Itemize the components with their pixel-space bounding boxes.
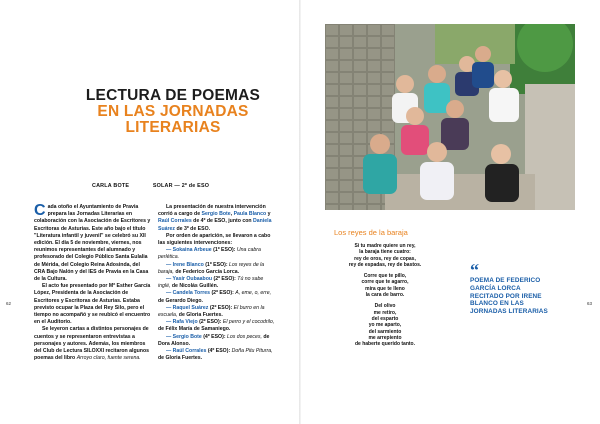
interventions-list [158, 247, 276, 362]
intervention-item [158, 305, 276, 319]
intervention-item [158, 247, 276, 261]
intervention-author: de Félix María de Samaniego. [158, 326, 231, 333]
intervention-work: Los dos peces, [227, 333, 262, 340]
group-photo-illustration [325, 24, 575, 210]
poem-line: la baraja tiene cuatro: [359, 249, 411, 256]
page-number-left: 62 [6, 301, 12, 306]
intervention-item [158, 276, 276, 290]
intervention-name: — Yasír Oubaabou [166, 276, 213, 283]
intervention-work: Doña Pitu Piturra, [231, 348, 273, 355]
intervention-work: El perro y el cocodrilo, [222, 319, 275, 326]
paragraph-2: El acto fue presentado por Mª Esther García López, Presidenta de la Asociación de Escritores y Escritoras de Asturias. Estaba previsto ocupar la Plaza del Rey Silo, pero el tiempo no acompañó y se reubicó el encuentro en el Auditorio. [34, 283, 151, 326]
intervention-author: de Gloria Fuertes. [177, 312, 223, 319]
poem-title: Los reyes de la baraja [334, 228, 408, 237]
intervention-grade: (2º ESO): [208, 304, 234, 311]
drop-cap: C [34, 202, 46, 219]
intervention-name: — Raquel Suárez [166, 304, 209, 311]
intervention-grade: (2º ESO): [212, 276, 238, 283]
poem-line: Del olivo [374, 303, 396, 310]
poem-line: del sarmiento [368, 328, 402, 335]
byline-grade: SOLAR — 2º de ESO [152, 183, 210, 189]
title-line-1: LECTURA DE POEMAS [85, 87, 261, 104]
poem-line: la cara de barro. [365, 292, 405, 299]
group-photo [325, 24, 575, 210]
quote-mark: “ [470, 260, 479, 280]
title-line-2: EN LAS JORNADAS LITERARIAS [97, 103, 249, 136]
name-raul: Raúl Corrales [158, 218, 192, 225]
intervention-work: Una cabra perlética. [158, 247, 261, 261]
paragraph-3: Se leyeron cartas a distintos personajes de cuentos y se representaron entrevistas a personajes y autores. Además, los miembros del Club de Lectura SILOXXI recitaron algunos poemas del libro Arroyo claro, fuente serena. [34, 326, 150, 362]
intervention-item [158, 319, 276, 333]
intervention-grade: (1º ESO): [203, 261, 230, 268]
poem-line: rey de oros, rey de copas, [354, 255, 416, 262]
photo-caption: POEMA DE FEDERICO GARCÍA LORCA RECITADO POR IRENE BLANCO EN LAS JORNADAS LITERARIAS [470, 277, 548, 316]
intervention-grade: (4º ESO): [206, 348, 232, 355]
byline-author: CARLA BOTE [92, 183, 130, 189]
text-column-1 [34, 204, 152, 362]
poem-line: rey de espadas, rey de bastos. [348, 261, 422, 268]
intervention-work: Los reyes de la baraja, [158, 261, 265, 275]
intervention-work: A, eme, o, erre, [235, 290, 272, 297]
intervention-author: de Gerardo Diego. [158, 297, 203, 304]
name-daniela: Daniela Suárez [158, 218, 272, 232]
poem-line: mira que te lleno [365, 285, 405, 292]
name-sergio: Sergio Bote [201, 211, 231, 218]
intervention-author: de Gloria Fuertes. [158, 355, 203, 362]
poem-line: Si tu madre quiere un rey, [354, 243, 416, 249]
poem-line: me retiro, [373, 309, 397, 316]
intervention-grade: (2º ESO): [197, 319, 223, 326]
poem-stanza [334, 303, 436, 347]
intervention-grade: (2º ESO): [210, 290, 236, 297]
intervention-item [158, 334, 276, 348]
intervention-item [158, 262, 276, 276]
intervention-work: Tú no sabe inglé, [158, 276, 264, 290]
intervention-work: El burro en la escuela, [158, 304, 265, 319]
article-title [68, 88, 278, 136]
poem-line: yo me aparto, [368, 322, 402, 329]
intervention-name: — Candela Torres [166, 290, 211, 297]
intervention-item [158, 348, 276, 362]
page-spine [299, 0, 301, 424]
intervention-item [158, 290, 276, 304]
text-column-2 [158, 204, 276, 362]
paragraph-1: ada otoño el Ayuntamiento de Pravia prepara las Jornadas Literarias en colaboración con la Asociación de Escritores y Escritoras de Asturias. Este año bajo el título "Literatura infantil y juvenil" se celebró su XII edición. El día 5 de noviembre, viernes, nos reunimos representantes del alumnado y profesorado del Colegio Público Santa Eulalia de Mérida, del Colegio Reina Adosinda, del CRA Bajo Nalón y del IES de Pravia en la Casa de la Cultura. [34, 204, 151, 283]
poem-line: me arrepiento [368, 334, 402, 341]
poem-line: Corre que te pillo, [363, 273, 407, 280]
poem-line: de haberte querido tanto. [354, 341, 415, 348]
name-paula: Paula Blanco [233, 211, 267, 218]
book-title: Arroyo claro, fuente serena. [76, 355, 141, 362]
poem-stanza [334, 273, 436, 298]
intervention-name: — Sokaina Arbeue [166, 247, 212, 254]
intervention-author: de Federico García Lorca. [173, 268, 240, 275]
intervention-author: de Dora Alonso. [158, 333, 270, 347]
intervention-grade: (4º ESO): [201, 333, 227, 340]
intervention-grade: (1º ESO): [211, 247, 237, 254]
poem-stanza [334, 243, 436, 268]
intervention-name: — Raúl Corrales [166, 348, 207, 355]
poem-line: corre que te agarro, [361, 279, 409, 286]
paragraph-intro: La presentación de nuestra intervención corrió a cargo de Sergio Bote, Paula Blanco y Raúl Corrales de 4º de ESO, junto con Daniela Suárez de 3º de ESO. [158, 204, 272, 232]
intervention-name: — Rafa Viejo [166, 319, 198, 326]
poem-text [334, 243, 436, 352]
byline [92, 183, 231, 189]
intervention-author: de Nicolás Guillén. [170, 283, 219, 290]
page-number-right: 63 [587, 301, 593, 306]
intervention-name: — Sergio Bote [166, 333, 202, 340]
poem-line: del esparto [371, 315, 399, 322]
paragraph-order: Por orden de aparición, se llevaron a cabo las siguientes intervenciones: [158, 232, 271, 247]
intervention-name: — Irene Blanco [166, 261, 204, 268]
